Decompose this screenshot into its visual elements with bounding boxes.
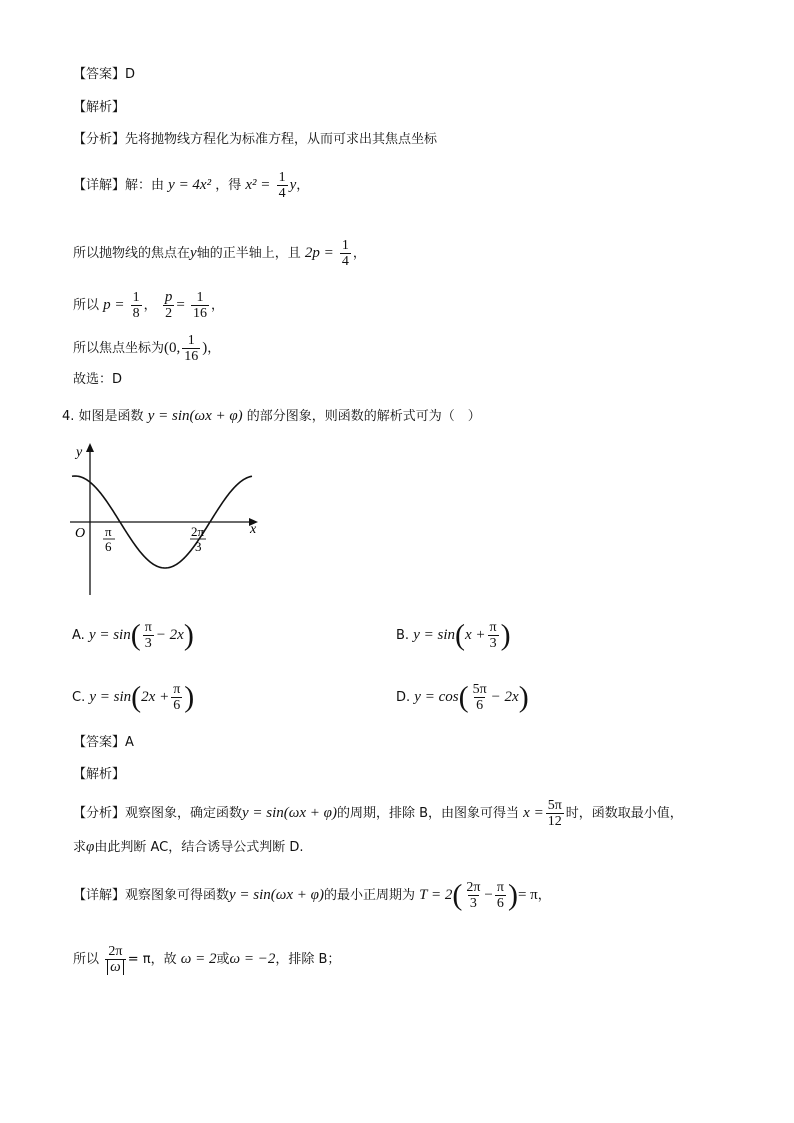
paren-close: ) (507, 878, 518, 912)
frac-num: 5π (472, 682, 487, 697)
focus-y: y (190, 245, 197, 261)
frac-den: 6 (476, 698, 484, 713)
last-end: ，排除 B； (275, 952, 341, 967)
detail-line-1 (73, 170, 309, 201)
tick1-den: 6 (105, 539, 112, 554)
frac-num: π (173, 682, 181, 697)
p-sep: ， (143, 298, 157, 313)
frac-den: 3 (144, 636, 152, 651)
detail-func: y = sin(ωx + φ) (229, 887, 324, 903)
fenxi-c: 时，函数取最小值， (565, 806, 683, 821)
paren-close: ) (184, 680, 195, 714)
paren-open: ( (452, 878, 463, 912)
focus-line (73, 238, 366, 269)
question-func: y = sin(ωx + φ) (147, 408, 243, 424)
last-eq: = π，故 (127, 952, 177, 967)
choose-line-1: 故选：D (73, 372, 123, 387)
last-or: 或 (216, 952, 230, 967)
option-b-label: B. (396, 628, 410, 643)
paren-open: ( (131, 680, 142, 714)
frac-den: 8 (132, 306, 140, 321)
fenxi-frac (546, 798, 564, 829)
detail-frac2 (495, 880, 506, 911)
fraction-quarter-2 (340, 238, 351, 269)
fenxi-d: 由此判断 AC，结合诱导公式判断 D. (94, 840, 304, 855)
coord-close: ) (202, 340, 208, 356)
question-text1: 如图是函数 (78, 409, 144, 424)
answer-label-1: 【答案】D (73, 67, 136, 82)
frac-den: 4 (278, 186, 286, 201)
last-w2: ω = −2 (229, 951, 276, 967)
frac-den: 6 (496, 896, 504, 911)
detail-a: 【详解】观察图象可得函数 (73, 888, 230, 903)
frac-num: 1 (132, 290, 140, 305)
option-d-post: − 2x (490, 689, 519, 705)
tick1-num: π (105, 524, 112, 539)
p-eq: p = (103, 297, 125, 313)
abs-omega: ω (107, 959, 124, 975)
fraction-p-half (163, 290, 175, 321)
coord-prefix: 所以焦点坐标为 (73, 341, 165, 356)
option-b-frac (488, 620, 499, 651)
frac-num: 1 (278, 170, 286, 185)
p-prefix: 所以 (73, 298, 100, 313)
paren-close: ) (183, 618, 194, 652)
fenxi-line-1: 【分析】先将抛物线方程化为标准方程，从而可求出其焦点坐标 (73, 132, 438, 147)
analysis-label-2: 【解析】 (73, 767, 126, 782)
frac-num: p (164, 289, 173, 305)
option-a-frac (143, 620, 154, 651)
option-c-in: 2x + (141, 689, 170, 705)
option-d-label: D. (396, 690, 411, 705)
frac-den: 2 (165, 306, 173, 321)
last-line (73, 944, 340, 975)
option-a-pre: y = sin (88, 627, 131, 643)
detail-prefix: 【详解】解：由 (73, 178, 165, 193)
option-a[interactable] (72, 620, 194, 651)
fenxi-x: x = (523, 805, 544, 821)
fenxi-d-pre: 求 (73, 840, 87, 855)
option-c-frac (171, 682, 182, 713)
option-b-pre: y = sin (413, 627, 455, 643)
frac-den: 16 (184, 349, 199, 364)
fraction-quarter (277, 170, 288, 201)
frac-num: 1 (196, 290, 204, 305)
fraction-eighth (131, 290, 142, 321)
last-w1: ω = 2 (180, 951, 217, 967)
tick2-den: 3 (195, 539, 202, 554)
frac-num: 5π (547, 798, 562, 813)
y-axis-arrow (86, 443, 94, 452)
focus-end: ， (352, 246, 366, 261)
p-line (73, 290, 224, 321)
coord-line (73, 333, 220, 364)
answer-label-2: 【答案】A (73, 735, 134, 750)
question-number: 4. (62, 409, 75, 424)
paren-open: ( (130, 618, 141, 652)
question-text2: 的部分图象，则函数的解析式可为（ ） (246, 409, 481, 424)
frac-den: 4 (341, 254, 349, 269)
fenxi-a: 【分析】观察图象，确定函数 (73, 806, 243, 821)
x-axis-label: x (250, 522, 257, 537)
equation-lhs: x² = (245, 177, 271, 193)
equation-parabola: y = 4x² (168, 177, 212, 193)
focus-text: 所以抛物线的焦点在 (73, 246, 191, 261)
frac-num: 1 (341, 238, 349, 253)
focus-text2: 轴的正半轴上，且 (196, 246, 301, 261)
option-c[interactable] (72, 682, 194, 713)
sine-graph (60, 440, 270, 600)
frac-den: 3 (489, 636, 497, 651)
option-d[interactable] (396, 682, 529, 713)
coord-end: ， (207, 341, 221, 356)
detail-minus: − (484, 887, 493, 903)
fraction-coord (182, 333, 200, 364)
option-b-in: x + (465, 627, 486, 643)
p-end: ， (210, 298, 224, 313)
fenxi-line-2 (73, 798, 683, 829)
detail-mid: ，得 (215, 178, 242, 193)
frac-den: 16 (192, 306, 207, 321)
fenxi-b: 的周期，排除 B，由图象可得当 (336, 806, 520, 821)
paren-close: ) (518, 680, 529, 714)
paren-open: ( (458, 680, 469, 714)
fenxi-func: y = sin(ωx + φ) (242, 805, 337, 821)
option-a-label: A. (72, 628, 85, 643)
focus-eq: 2p = (304, 245, 334, 261)
fraction-sixteenth (191, 290, 209, 321)
equation-rhs: y (289, 177, 297, 193)
option-a-post: − 2x (155, 627, 184, 643)
last-frac (105, 944, 126, 975)
frac-num: 1 (187, 333, 195, 348)
detail-end: ， (296, 178, 310, 193)
question-4 (62, 406, 481, 427)
frac-den (105, 959, 126, 975)
detail-b: 的最小正周期为 (323, 888, 415, 903)
last-pre: 所以 (73, 952, 100, 967)
detail-frac1 (464, 880, 482, 911)
analysis-label-1: 【解析】 (73, 100, 126, 115)
detail-line-2 (73, 880, 551, 911)
origin-label: O (75, 526, 86, 541)
detail-T: T = 2 (419, 887, 453, 903)
frac-den: 6 (173, 698, 181, 713)
frac-den: 3 (469, 896, 477, 911)
option-c-label: C. (72, 690, 86, 705)
option-b[interactable] (396, 620, 511, 651)
paren-close: ) (500, 618, 511, 652)
tick2-num: 2π (191, 524, 205, 539)
detail-eq: = π (517, 887, 538, 903)
frac-den: 12 (547, 814, 562, 829)
frac-num: π (144, 620, 152, 635)
option-d-frac (471, 682, 489, 713)
frac-num: π (489, 620, 497, 635)
frac-num: 2π (108, 944, 123, 959)
paren-open: ( (455, 618, 465, 652)
option-d-pre: y = cos (414, 689, 459, 705)
detail-end: ， (537, 888, 551, 903)
option-c-pre: y = sin (89, 689, 132, 705)
fenxi-phi: φ (86, 839, 95, 855)
fenxi-line-3 (73, 837, 303, 858)
frac-num: π (496, 880, 504, 895)
y-axis-label: y (76, 445, 83, 460)
coord-open: (0, (164, 340, 181, 356)
p2-eq: = (176, 297, 185, 313)
frac-num: 2π (466, 880, 481, 895)
